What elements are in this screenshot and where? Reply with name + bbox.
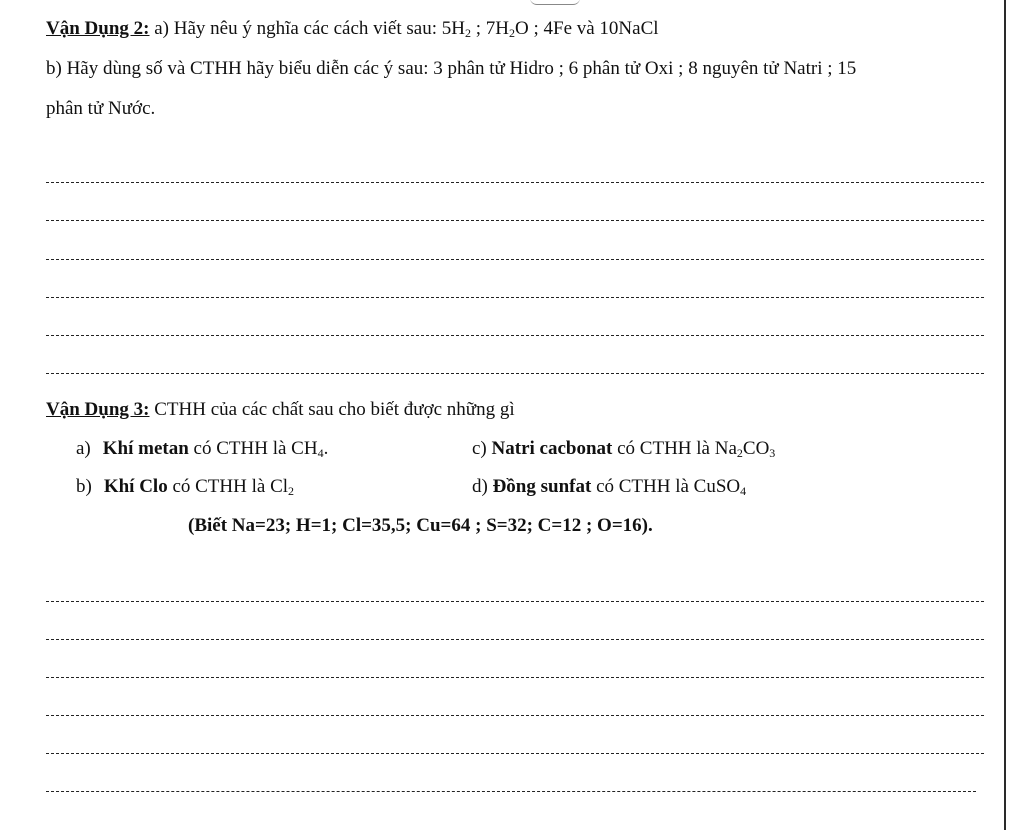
section3-question [46, 398, 515, 422]
page-border [1004, 0, 1006, 830]
section3-intro: CTHH của các chất sau cho biết được những gì [149, 399, 515, 420]
answer-line [46, 373, 984, 374]
answer-line [46, 639, 984, 640]
answer-line [46, 677, 984, 678]
item-c: c) Natri cacbonat có CTHH là $Na_2CO_3$ [472, 438, 776, 460]
formula-7h2o: $7H_2$ [485, 18, 515, 40]
answer-line [46, 259, 984, 260]
answer-line [46, 601, 984, 602]
answer-line [46, 791, 976, 792]
section2-part-b-line1: b) Hãy dùng số và CTHH hãy biểu diễn các ý sau: 3 phân tử Hidro ; 6 phân tử Oxi ; 8 nguyên tử Natri ; 15 [46, 58, 857, 79]
section2-part-b-line2: phân tử Nước. [46, 98, 156, 119]
formula-5h2: $5H_2$ [441, 18, 471, 40]
item-b: b) Khí Clo có CTHH là $Cl_2$ [76, 476, 295, 498]
answer-line [46, 715, 984, 716]
answer-line [46, 297, 984, 298]
answer-line [46, 753, 984, 754]
item-d: d) Đồng sunfat có CTHH là CuSO$_4$ [472, 476, 747, 498]
section3-heading: Vận Dụng 3: [46, 399, 150, 420]
section2-heading: Vận Dụng 2: [46, 18, 150, 39]
section2-question-a: Vận Dụng 2: a) Hãy nêu ý nghĩa các cách viết sau: $5H_2$ ; $7H_2O$ ; 4Fe và 10NaCl [46, 18, 659, 40]
atomic-mass-note: (Biết Na=23; H=1; Cl=35,5; Cu=64 ; S=32; C=12 ; O=16). [188, 515, 653, 536]
top-edge-fragment [530, 0, 580, 5]
answer-line [46, 220, 984, 221]
answer-line [46, 335, 984, 336]
answer-line [46, 182, 984, 183]
section2-part-a-intro: a) Hãy nêu ý nghĩa các cách viết sau: [149, 18, 442, 39]
item-a: a) Khí metan có CTHH là $CH_4$. [76, 438, 329, 460]
